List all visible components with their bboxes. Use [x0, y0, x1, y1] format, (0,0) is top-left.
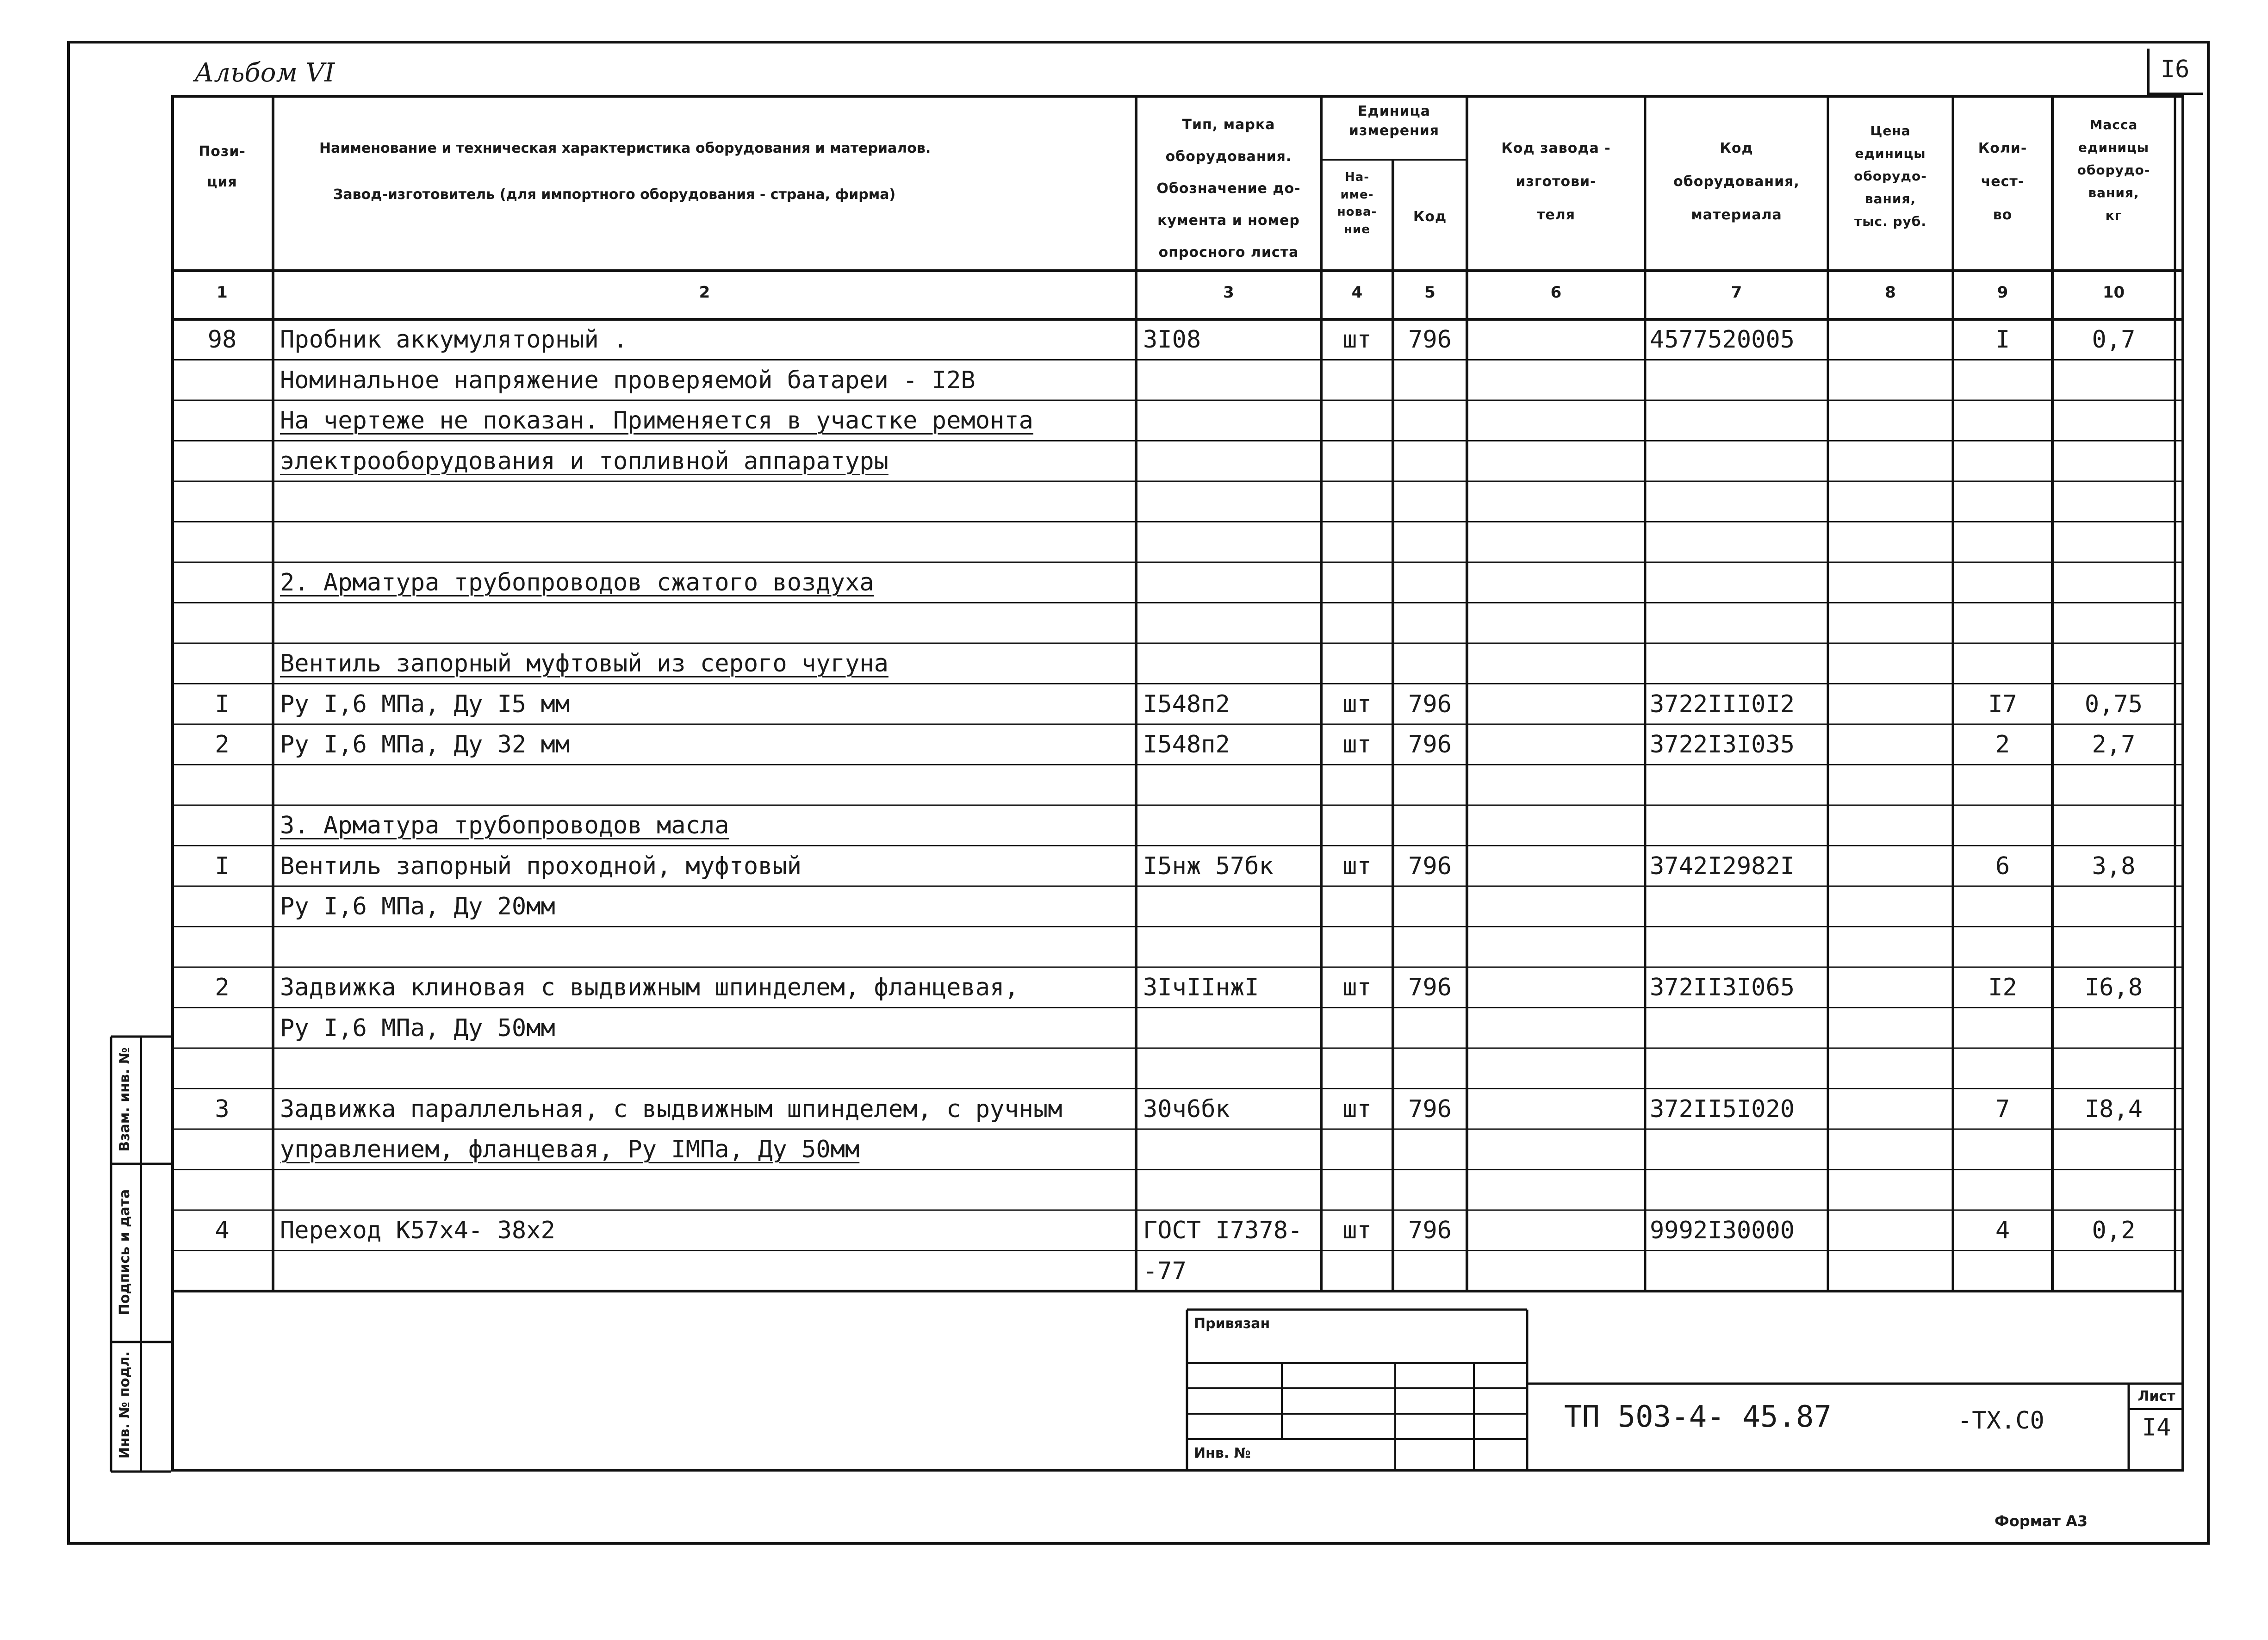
column-number: 3	[1223, 283, 1234, 302]
sheet-number: I4	[2142, 1414, 2171, 1441]
cell-mass: 0,2	[2092, 1217, 2136, 1244]
cell-name: Пробник аккумуляторный .	[280, 326, 628, 354]
cell-mass: 3,8	[2092, 852, 2136, 880]
cell-quantity: I2	[1988, 974, 2017, 1001]
cell-type: I5нж 57бк	[1143, 852, 1274, 880]
cell-type: I548п2	[1143, 690, 1230, 718]
document-designation: ТП 503-4- 45.87	[1564, 1400, 1832, 1434]
header-quantity: Коли- чест- во	[1978, 140, 2027, 223]
header-position: Пози- ция	[199, 143, 246, 190]
header-name-line2: Завод-изготовитель (для импортного оборудования - страна, фирма)	[333, 186, 896, 203]
cell-unit-name: шт	[1342, 731, 1372, 758]
column-number: 6	[1550, 283, 1562, 302]
cell-name: Вентиль запорный проходной, муфтовый	[280, 852, 802, 880]
cell-quantity: I	[1995, 326, 2010, 354]
cell-name: Ру I,6 МПа, Ду I5 мм	[280, 690, 570, 718]
cell-mass: I6,8	[2084, 974, 2143, 1001]
cell-name: На чертеже не показан. Применяется в участке ремонта	[280, 407, 1033, 435]
cell-unit-name: шт	[1342, 1217, 1372, 1244]
cell-name: 2. Арматура трубопроводов сжатого воздуха	[280, 569, 874, 596]
cell-unit-name: шт	[1342, 974, 1372, 1001]
cell-quantity: 4	[1995, 1217, 2010, 1244]
cell-quantity: 6	[1995, 852, 2010, 880]
privyazan-label: Привязан	[1194, 1316, 1270, 1332]
header-price: Цена единицы оборудо- вания, тыс. руб.	[1854, 123, 1927, 229]
cell-unit-code: 796	[1408, 690, 1452, 718]
cell-type: -77	[1143, 1257, 1187, 1285]
cell-name: Ру I,6 МПа, Ду 50мм	[280, 1014, 555, 1042]
cell-type: ГОСТ I7378-	[1143, 1217, 1303, 1244]
header-unit-name: На- име- нова- ние	[1337, 170, 1377, 237]
cell-equipment-code: 3742I2982I	[1650, 852, 1795, 880]
header-unit-code: Код	[1413, 209, 1447, 225]
cell-position: I	[215, 852, 230, 880]
cell-name: Ру I,6 МПа, Ду 20мм	[280, 893, 555, 920]
cell-name: Задвижка клиновая с выдвижным шпинделем, фланцевая,	[280, 974, 1019, 1001]
cell-position: I	[215, 690, 230, 718]
cell-name: Задвижка параллельная, с выдвижным шпинделем, с ручным	[280, 1095, 1063, 1123]
cell-name: Вентиль запорный муфтовый из серого чугуна	[280, 650, 889, 677]
column-number: 9	[1997, 283, 2008, 302]
cell-unit-name: шт	[1342, 690, 1372, 718]
cell-equipment-code: 3722III0I2	[1650, 690, 1795, 718]
cell-position: 4	[215, 1217, 230, 1244]
cell-unit-code: 796	[1408, 1217, 1452, 1244]
cell-position: 3	[215, 1095, 230, 1123]
cell-type: 30ч6бк	[1143, 1095, 1230, 1123]
cell-unit-name: шт	[1342, 1095, 1372, 1123]
side-stamp-vzam-inv: Взам. инв. №	[117, 1047, 133, 1152]
column-number: 10	[2102, 283, 2125, 302]
cell-position: 98	[207, 326, 237, 354]
cell-mass: 2,7	[2092, 731, 2136, 758]
header-unit-group: Единица измерения	[1348, 103, 1440, 139]
format-label: Формат А3	[1995, 1512, 2088, 1530]
cell-unit-name: шт	[1342, 326, 1372, 354]
header-mass: Масса единицы оборудо- вания, кг	[2077, 117, 2150, 223]
cell-unit-code: 796	[1408, 852, 1452, 880]
header-type: Тип, марка оборудования. Обозначение до- кумента и номер опросного листа	[1156, 117, 1301, 261]
cell-equipment-code: 372II3I065	[1650, 974, 1795, 1001]
cell-name: управлением, фланцевая, Ру IМПа, Ду 50мм	[280, 1136, 860, 1163]
column-number: 4	[1351, 283, 1363, 302]
cell-position: 2	[215, 731, 230, 758]
cell-equipment-code: 3722I3I035	[1650, 731, 1795, 758]
cell-unit-name: шт	[1342, 852, 1372, 880]
cell-name: электрооборудования и топливной аппаратуры	[280, 447, 889, 475]
cell-unit-code: 796	[1408, 731, 1452, 758]
side-stamp-podpis-data: Подпись и дата	[117, 1189, 133, 1316]
document-suffix: -ТХ.С0	[1957, 1407, 2044, 1435]
cell-equipment-code: 9992I30000	[1650, 1217, 1795, 1244]
header-equipment-code: Код оборудования, материала	[1673, 140, 1800, 223]
cell-name: Переход К57х4- 38х2	[280, 1217, 555, 1244]
cell-mass: I8,4	[2084, 1095, 2143, 1123]
cell-type: 3IчIIнжI	[1143, 974, 1259, 1001]
cell-type: 3I08	[1143, 326, 1201, 354]
cell-equipment-code: 4577520005	[1650, 326, 1795, 354]
column-number: 5	[1424, 283, 1435, 302]
page-corner-number: I6	[2160, 56, 2190, 83]
cell-name: Ру I,6 МПа, Ду 32 мм	[280, 731, 570, 758]
cell-type: I548п2	[1143, 731, 1230, 758]
cell-name: 3. Арматура трубопроводов масла	[280, 812, 729, 839]
cell-name: Номинальное напряжение проверяемой батареи - I2В	[280, 366, 976, 394]
cell-unit-code: 796	[1408, 974, 1452, 1001]
cell-quantity: 2	[1995, 731, 2010, 758]
cell-mass: 0,7	[2092, 326, 2136, 354]
header-name-line1: Наименование и техническая характеристика оборудования и материалов.	[319, 140, 931, 156]
cell-position: 2	[215, 974, 230, 1001]
cell-equipment-code: 372II5I020	[1650, 1095, 1795, 1123]
inv-no-label: Инв. №	[1194, 1445, 1251, 1461]
cell-unit-code: 796	[1408, 326, 1452, 354]
cell-quantity: I7	[1988, 690, 2017, 718]
column-number: 2	[699, 283, 710, 302]
sheet-label: Лист	[2138, 1388, 2175, 1404]
column-number: 7	[1731, 283, 1742, 302]
cell-unit-code: 796	[1408, 1095, 1452, 1123]
cell-mass: 0,75	[2084, 690, 2143, 718]
album-label: Альбом VI	[194, 58, 335, 88]
column-number: 1	[217, 283, 228, 302]
column-number: 8	[1885, 283, 1896, 302]
header-factory-code: Код завода - изготови- теля	[1501, 140, 1611, 223]
side-stamp-inv-podl: Инв. № подл.	[117, 1351, 133, 1459]
cell-quantity: 7	[1995, 1095, 2010, 1123]
